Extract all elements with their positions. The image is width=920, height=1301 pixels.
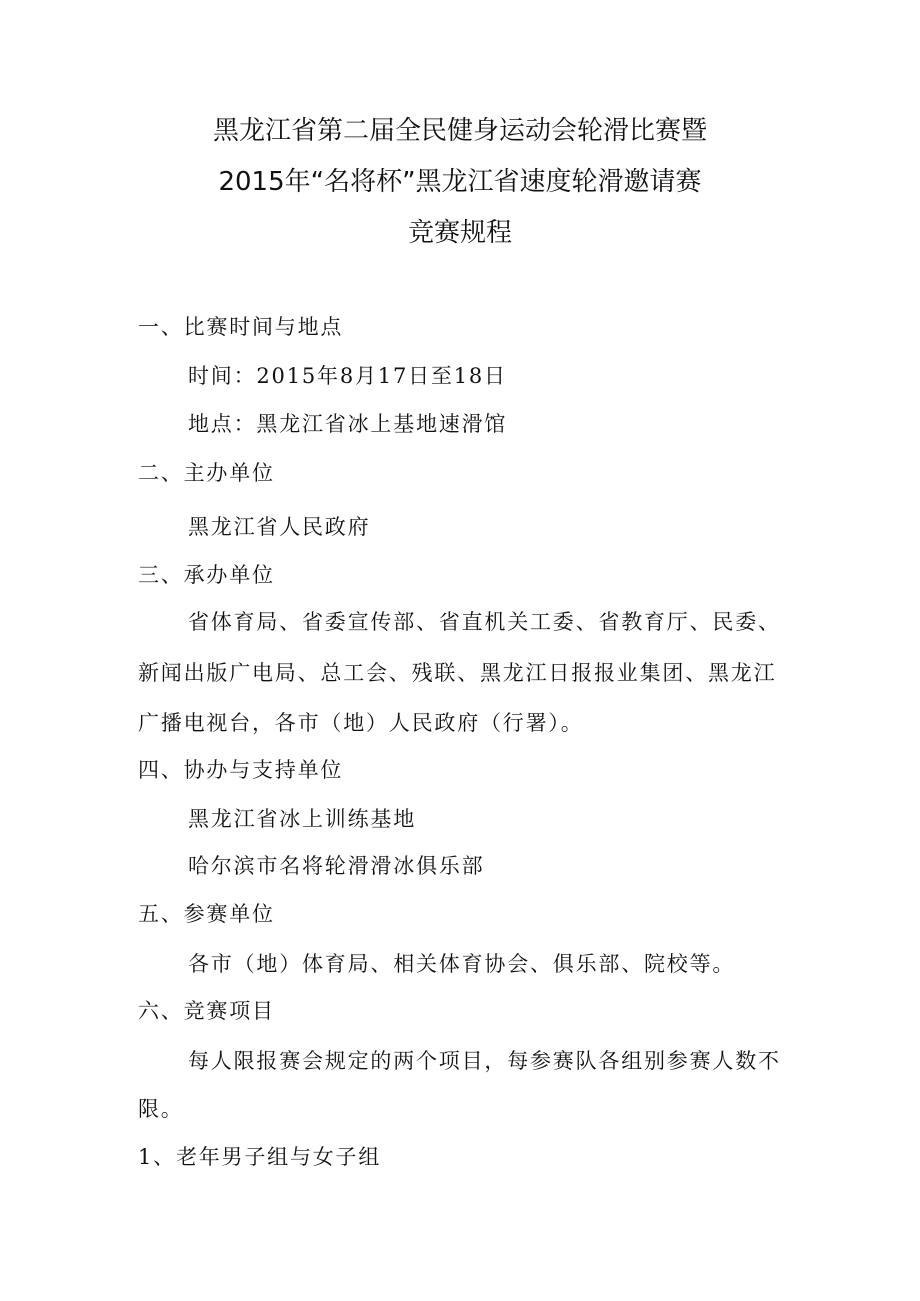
section-6-subheading-1: 1、老年男子组与女子组 (138, 1145, 382, 1169)
section-1-place: 地点：黑龙江省冰上基地速滑馆 (188, 412, 508, 436)
section-3-line-1: 省体育局、省委宣传部、省直机关工委、省教育厅、民委、 (188, 610, 781, 634)
section-4-item-1: 黑龙江省冰上训练基地 (188, 807, 416, 831)
document-title-line-3: 竞赛规程 (407, 218, 512, 248)
document-title-line-1: 黑龙江省第二届全民健身运动会轮滑比赛暨 (212, 116, 707, 146)
section-5-body: 各市（地）体育局、相关体育协会、俱乐部、院校等。 (188, 952, 736, 976)
document-title-line-2: 2015年“名将杯”黑龙江省速度轮滑邀请赛 (218, 167, 702, 197)
section-6-line-2: 限。 (138, 1097, 184, 1121)
section-3-heading: 三、承办单位 (138, 563, 275, 587)
section-3-line-3: 广播电视台，各市（地）人民政府（行署）。 (138, 711, 584, 735)
section-1-heading: 一、比赛时间与地点 (138, 315, 344, 339)
section-4-heading: 四、协办与支持单位 (138, 758, 344, 782)
section-2-heading: 二、主办单位 (138, 461, 275, 485)
section-3-line-2: 新闻出版广电局、总工会、残联、黑龙江日报报业集团、黑龙江 (138, 661, 777, 685)
section-2-body: 黑龙江省人民政府 (188, 515, 371, 539)
section-5-heading: 五、参赛单位 (138, 902, 275, 926)
section-1-time: 时间：2015年8月17日至18日 (188, 364, 507, 388)
section-4-item-2: 哈尔滨市名将轮滑滑冰俱乐部 (188, 854, 485, 878)
section-6-line-1: 每人限报赛会规定的两个项目，每参赛队各组别参赛人数不 (188, 1049, 781, 1073)
section-6-heading: 六、竞赛项目 (138, 999, 275, 1023)
